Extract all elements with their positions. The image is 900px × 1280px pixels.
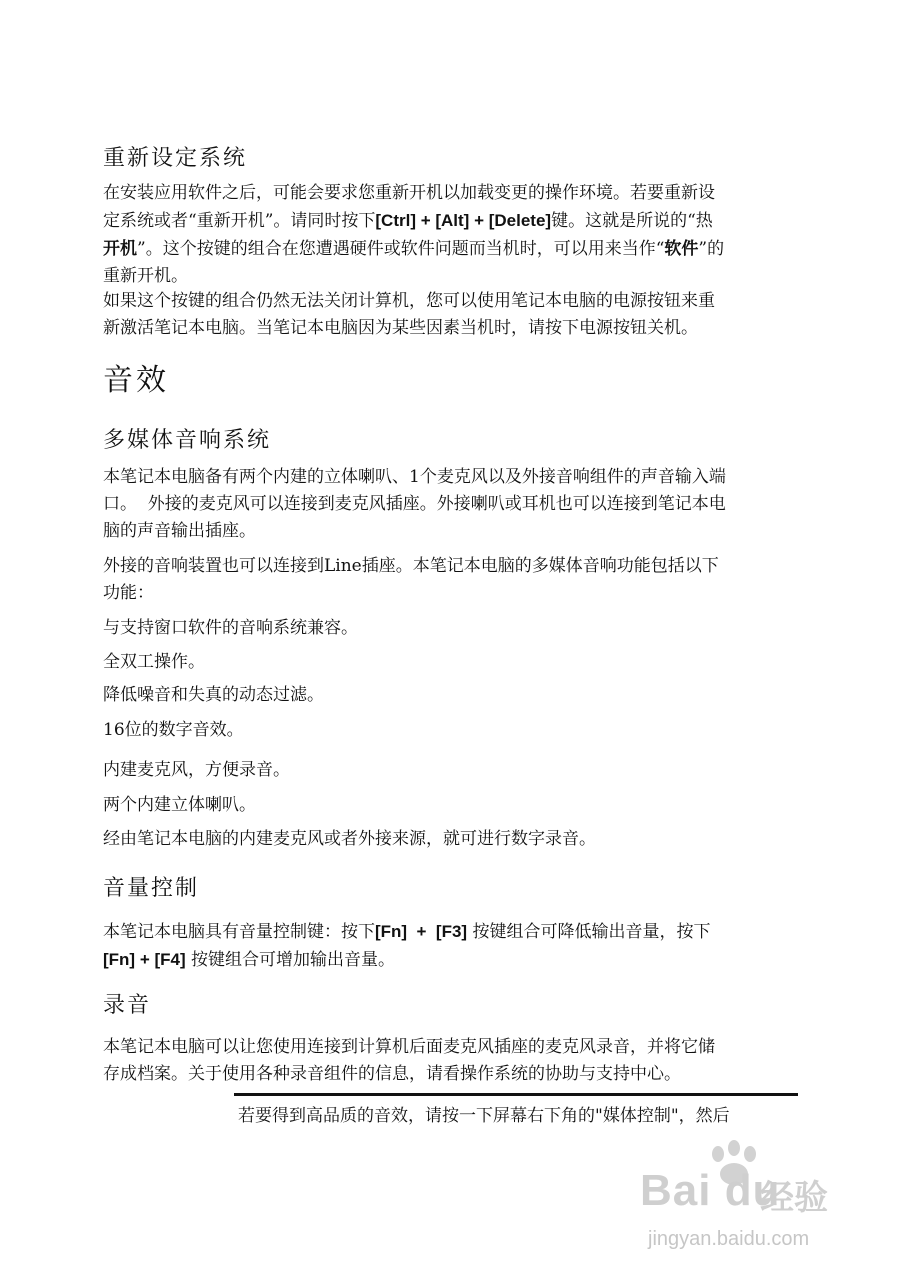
jingyan-label: 经验 (760, 1178, 828, 1218)
text-line: 开机”。这个按键的组合在您遭遇硬件或软件问题而当机时，可以用来当作“软件”的 (103, 239, 725, 259)
heading-recording: 录音 (103, 993, 152, 1018)
feature-item: 经由笔记本电脑的内建麦克风或者外接来源，就可进行数字录音。 (103, 829, 596, 849)
feature-item: 16位的数字音效。 (103, 720, 244, 740)
text-line: 脑的声音输出插座。 (103, 521, 256, 541)
reset-paragraph-1 (103, 180, 724, 290)
feature-item: 内建麦克风，方便录音。 (103, 760, 290, 780)
note-text: 若要得到高品质的音效，请按一下屏幕右下角的"媒体控制"，然后 (238, 1106, 730, 1126)
heading-multimedia-audio: 多媒体音响系统 (103, 428, 272, 453)
heading-audio: 音效 (103, 363, 169, 398)
text-line: 本笔记本电脑备有两个内建的立体喇叭、1个麦克风以及外接音响组件的声音输入端 (103, 467, 726, 487)
text-line: 口。 外接的麦克风可以连接到麦克风插座。外接喇叭或耳机也可以连接到笔记本电 (103, 494, 726, 514)
feature-item: 两个内建立体喇叭。 (103, 795, 256, 815)
text-line: 本笔记本电脑可以让您使用连接到计算机后面麦克风插座的麦克风录音，并将它储 (103, 1037, 715, 1057)
baidu-logo: Bai du (640, 1166, 781, 1215)
text-line: [Fn] + [F4] 按键组合可增加输出音量。 (103, 950, 396, 970)
text-line: 定系统或者“重新开机”。请同时按下[Ctrl] + [Alt] + [Delete]键。这就是所说的“热 (103, 211, 713, 231)
text-line: 本笔记本电脑具有音量控制键：按下[Fn] + [F3] 按键组合可降低输出音量，按下 (103, 922, 711, 942)
feature-item: 全双工操作。 (103, 652, 205, 672)
text-line: 功能： (103, 583, 154, 603)
text-line: 外接的音响装置也可以连接到Line插座。本笔记本电脑的多媒体音响功能包括以下 (103, 556, 719, 576)
feature-item: 降低噪音和失真的动态过滤。 (103, 685, 324, 705)
watermark-url: jingyan.baidu.com (648, 1228, 810, 1250)
fn-f4-keys: [Fn] + [F4] (103, 950, 186, 969)
multimedia-paragraph-2 (103, 553, 719, 607)
multimedia-paragraph-1 (103, 464, 726, 545)
note-divider (234, 1093, 798, 1096)
heading-volume-control: 音量控制 (103, 876, 200, 901)
text-line: 重新开机。 (103, 266, 188, 286)
text-line: 如果这个按键的组合仍然无法关闭计算机，您可以使用笔记本电脑的电源按钮来重 (103, 291, 715, 311)
fn-f3-keys: [Fn] + [F3] (375, 922, 468, 941)
ctrl-alt-delete-keys: [Ctrl] + [Alt] + [Delete] (375, 211, 552, 230)
text-line: 在安装应用软件之后，可能会要求您重新开机以加载变更的操作环境。若要重新设 (103, 183, 715, 203)
volume-paragraph (103, 918, 710, 974)
text-line: 存成档案。关于使用各种录音组件的信息，请看操作系统的协助与支持中心。 (103, 1064, 681, 1084)
reset-paragraph-2 (103, 288, 715, 342)
heading-reset-system: 重新设定系统 (103, 146, 248, 171)
feature-item: 与支持窗口软件的音响系统兼容。 (103, 618, 358, 638)
text-line: 新激活笔记本电脑。当笔记本电脑因为某些因素当机时，请按下电源按钮关机。 (103, 318, 698, 338)
baidu-jingyan-watermark (640, 1140, 850, 1270)
recording-paragraph (103, 1034, 715, 1088)
